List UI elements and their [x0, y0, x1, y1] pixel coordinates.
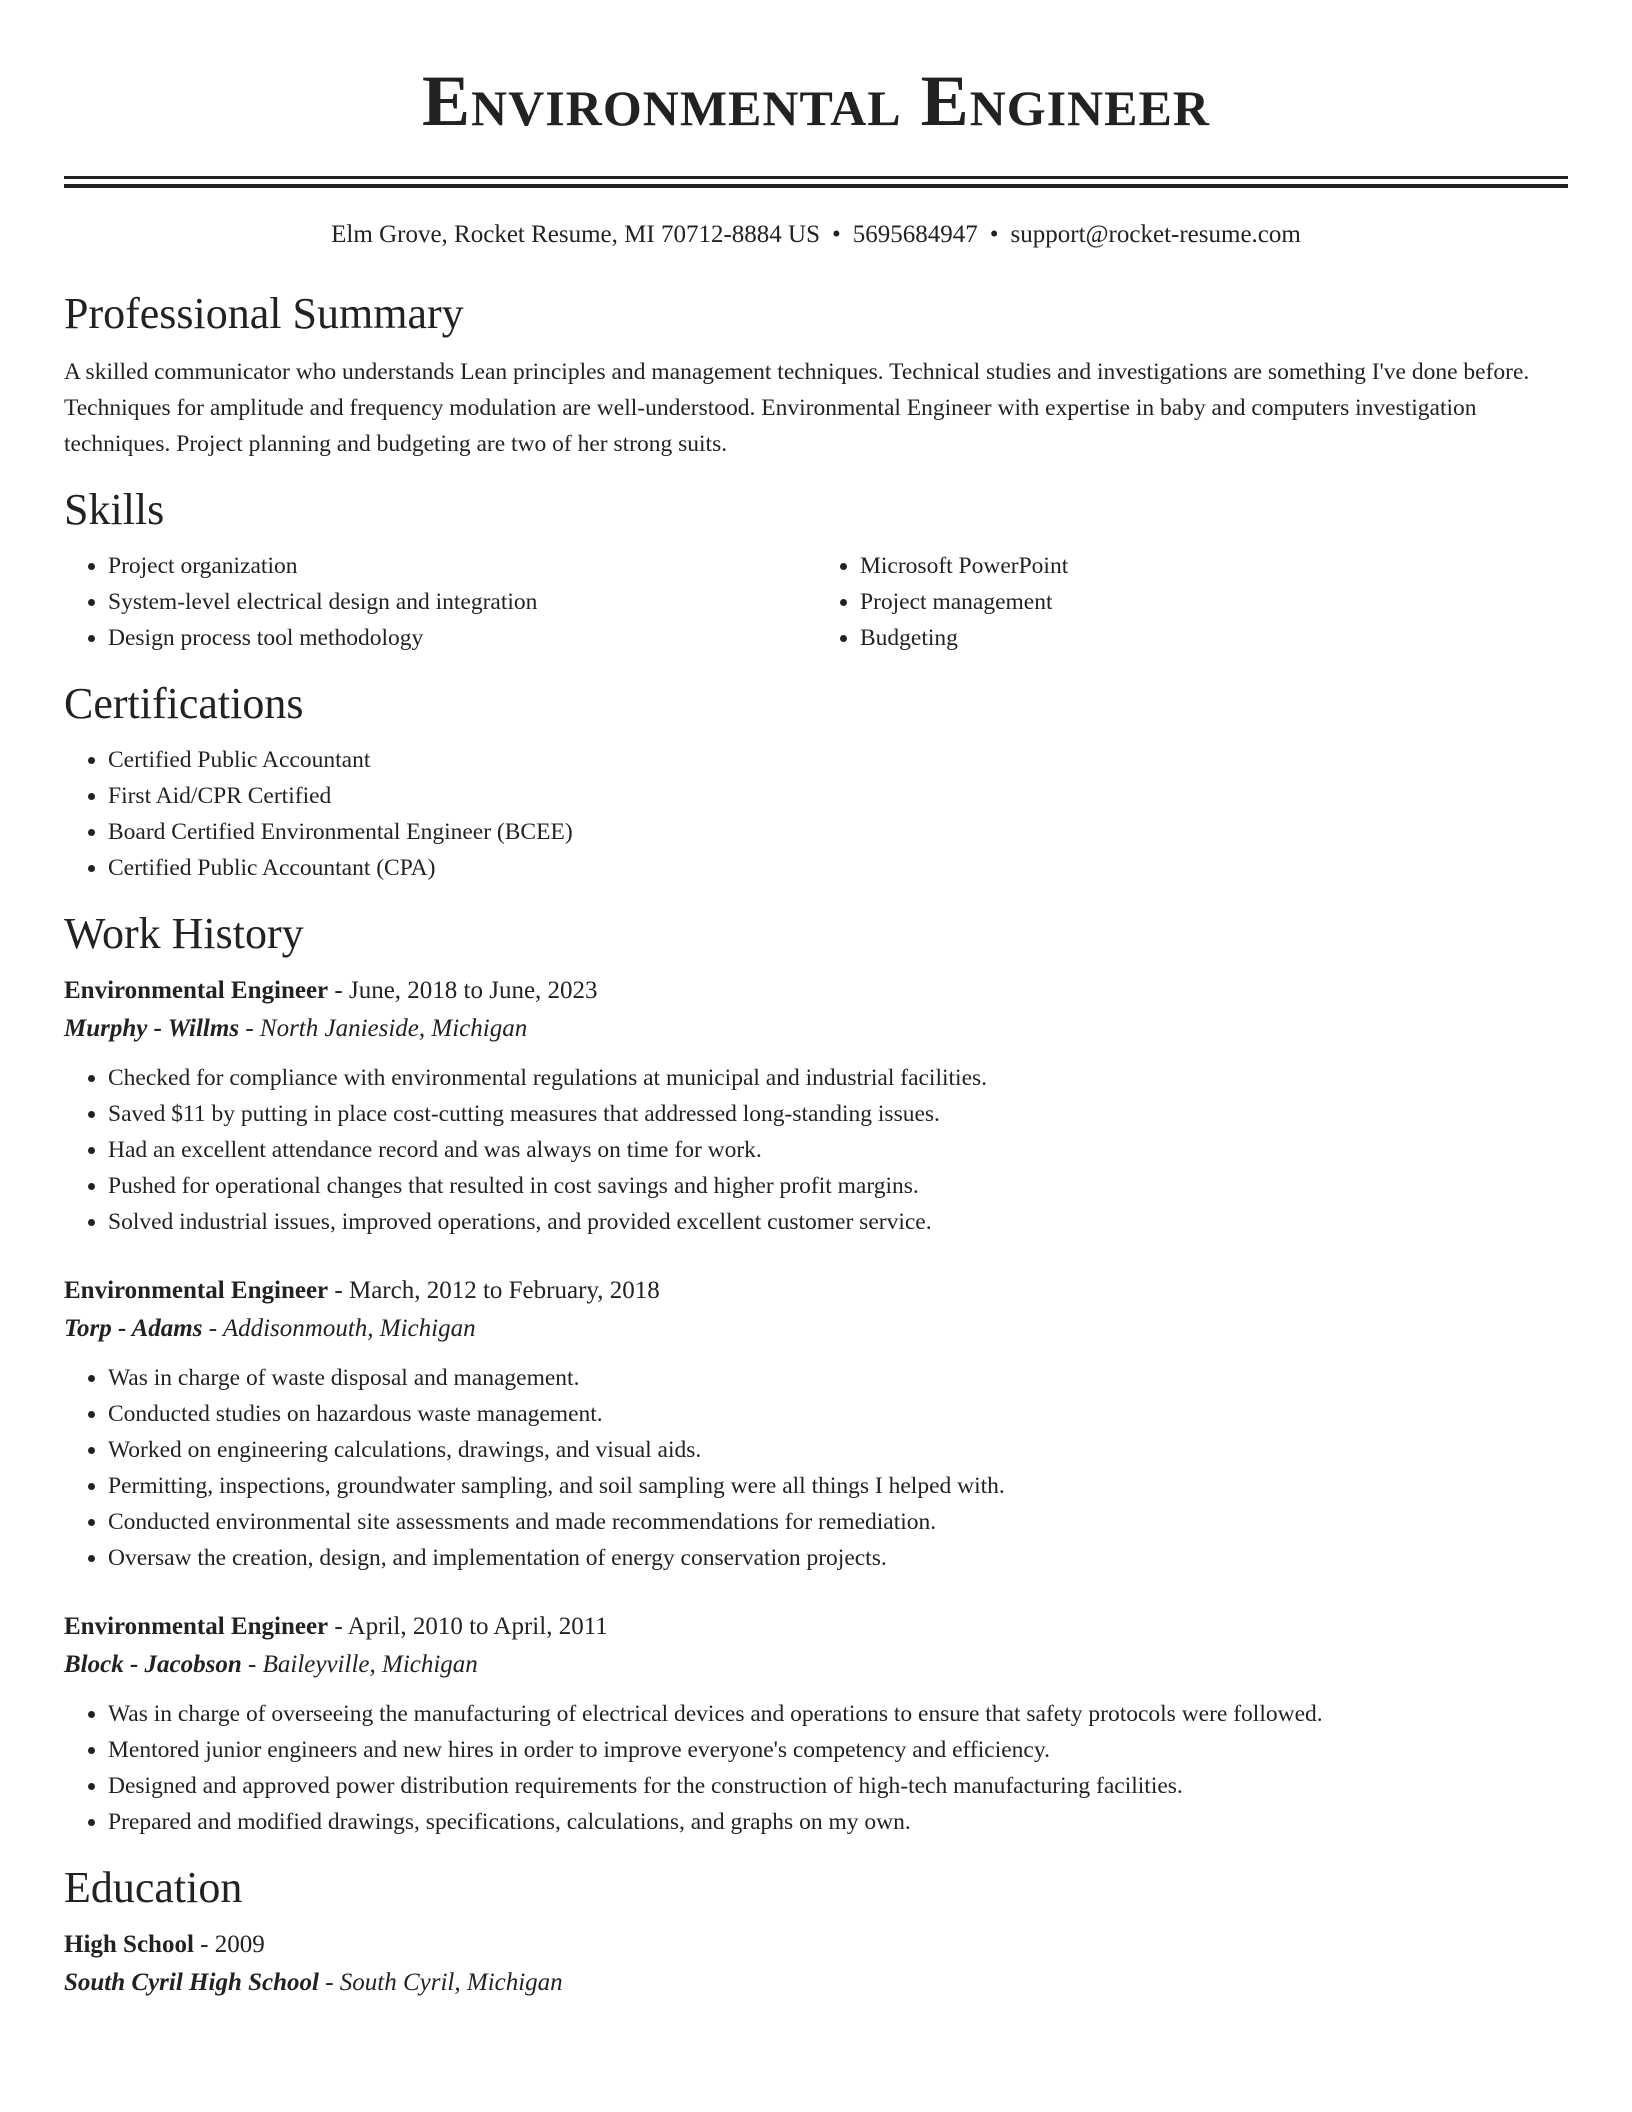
certifications-heading: Certifications	[64, 679, 304, 728]
job-title: Environmental Engineer	[64, 1613, 329, 1640]
job-bullet-list	[64, 1060, 1568, 1240]
education-section	[64, 1860, 1568, 2002]
job-bullet: • Saved $11 by putting in place cost-cutting measures that addressed long-standing issues.	[108, 1096, 1568, 1132]
skill-item: • Project organization	[108, 548, 816, 584]
job-bullet-list	[64, 1696, 1568, 1840]
education-school-line	[64, 1964, 1568, 2002]
skills-right-list	[816, 548, 1568, 656]
job-bullet: • Designed and approved power distribution requirements for the construction of high-tech manufacturing facilities.	[108, 1768, 1568, 1804]
job-company: Torp - Adams	[64, 1315, 203, 1342]
work-history-heading: Work History	[64, 909, 304, 958]
education-heading: Education	[64, 1863, 243, 1912]
skill-item: • System-level electrical design and integration	[108, 584, 816, 620]
job-bullet: • Pushed for operational changes that resulted in cost savings and higher profit margins.	[108, 1168, 1568, 1204]
certification-item: • Certified Public Accountant (CPA)	[108, 850, 1568, 886]
skill-item: • Budgeting	[860, 620, 1568, 656]
certification-item: • First Aid/CPR Certified	[108, 778, 1568, 814]
job-employer	[64, 1646, 1568, 1684]
job-bullet: • Oversaw the creation, design, and implementation of energy conservation projects.	[108, 1540, 1568, 1576]
job-entry	[64, 1608, 1568, 1840]
summary-section	[64, 286, 1568, 462]
job-bullet: • Was in charge of waste disposal and management.	[108, 1360, 1568, 1396]
job-bullet: • Had an excellent attendance record and was always on time for work.	[108, 1132, 1568, 1168]
job-title: Environmental Engineer	[64, 977, 329, 1004]
education-degree: High School	[64, 1931, 194, 1958]
job-title: Environmental Engineer	[64, 1277, 329, 1304]
job-company: Murphy - Willms	[64, 1015, 240, 1042]
job-dates: - April, 2010 to April, 2011	[328, 1613, 608, 1640]
education-school: South Cyril High School	[64, 1969, 319, 1996]
job-header	[64, 1272, 1568, 1310]
summary-heading: Professional Summary	[64, 289, 464, 338]
job-entry	[64, 972, 1568, 1240]
job-bullet: • Permitting, inspections, groundwater sampling, and soil sampling were all things I helped with.	[108, 1468, 1568, 1504]
job-bullet: • Conducted studies on hazardous waste management.	[108, 1396, 1568, 1432]
education-location: - South Cyril, Michigan	[318, 1969, 563, 1996]
summary-text: A skilled communicator who understands Lean principles and management techniques. Technical studies and investigations are something I've done before. Techniques for amplitude and frequency modulation are well-understood. Environmental Engineer with expertise in baby and computers investigation techniques. Project planning and budgeting are two of her strong suits.	[64, 359, 1530, 457]
job-employer	[64, 1010, 1568, 1048]
job-dates: - March, 2012 to February, 2018	[328, 1277, 660, 1304]
job-bullet: • Conducted environmental site assessments and made recommendations for remediation.	[108, 1504, 1568, 1540]
skills-heading: Skills	[64, 485, 165, 534]
skills-columns	[64, 548, 1568, 656]
job-bullet: • Was in charge of overseeing the manufacturing of electrical devices and operations to ensure that safety protocols were followed.	[108, 1696, 1568, 1732]
job-dates: - June, 2018 to June, 2023	[328, 977, 598, 1004]
contact-separator: •	[989, 221, 999, 248]
job-location: - North Janieside, Michigan	[239, 1015, 528, 1042]
certifications-section	[64, 676, 1568, 886]
job-entry	[64, 1272, 1568, 1576]
resume-title: Environmental Engineer	[422, 61, 1210, 141]
skills-section	[64, 482, 1568, 656]
education-header	[64, 1926, 1568, 1964]
job-bullet: • Checked for compliance with environmental regulations at municipal and industrial facilities.	[108, 1060, 1568, 1096]
job-bullet: • Worked on engineering calculations, drawings, and visual aids.	[108, 1432, 1568, 1468]
contact-address: Elm Grove, Rocket Resume, MI 70712-8884 US	[331, 221, 820, 248]
education-year: - 2009	[193, 1931, 265, 1958]
job-bullet: • Mentored junior engineers and new hires in order to improve everyone's competency and efficiency.	[108, 1732, 1568, 1768]
skill-item: • Microsoft PowerPoint	[860, 548, 1568, 584]
contact-separator: •	[832, 221, 841, 248]
education-entry	[64, 1926, 1568, 2002]
job-bullet: • Prepared and modified drawings, specifications, calculations, and graphs on my own.	[108, 1804, 1568, 1840]
job-header	[64, 972, 1568, 1010]
certification-item: • Board Certified Environmental Engineer (BCEE)	[108, 814, 1568, 850]
title-divider	[64, 176, 1568, 188]
contact-phone: 5695684947	[852, 221, 978, 248]
certification-item: • Certified Public Accountant	[108, 742, 1568, 778]
skills-left-list	[64, 548, 816, 656]
job-location: - Addisonmouth, Michigan	[202, 1315, 476, 1342]
job-employer	[64, 1310, 1568, 1348]
contact-email[interactable]: support@rocket-resume.com	[1010, 221, 1301, 248]
contact-line	[64, 218, 1568, 252]
job-company: Block - Jacobson	[64, 1651, 242, 1678]
job-bullet: • Solved industrial issues, improved operations, and provided excellent customer service.	[108, 1204, 1568, 1240]
skill-item: • Project management	[860, 584, 1568, 620]
work-history-section	[64, 906, 1568, 1840]
skill-item: • Design process tool methodology	[108, 620, 816, 656]
job-location: - Baileyville, Michigan	[241, 1651, 478, 1678]
job-header	[64, 1608, 1568, 1646]
certifications-list	[64, 742, 1568, 886]
job-bullet-list	[64, 1360, 1568, 1576]
